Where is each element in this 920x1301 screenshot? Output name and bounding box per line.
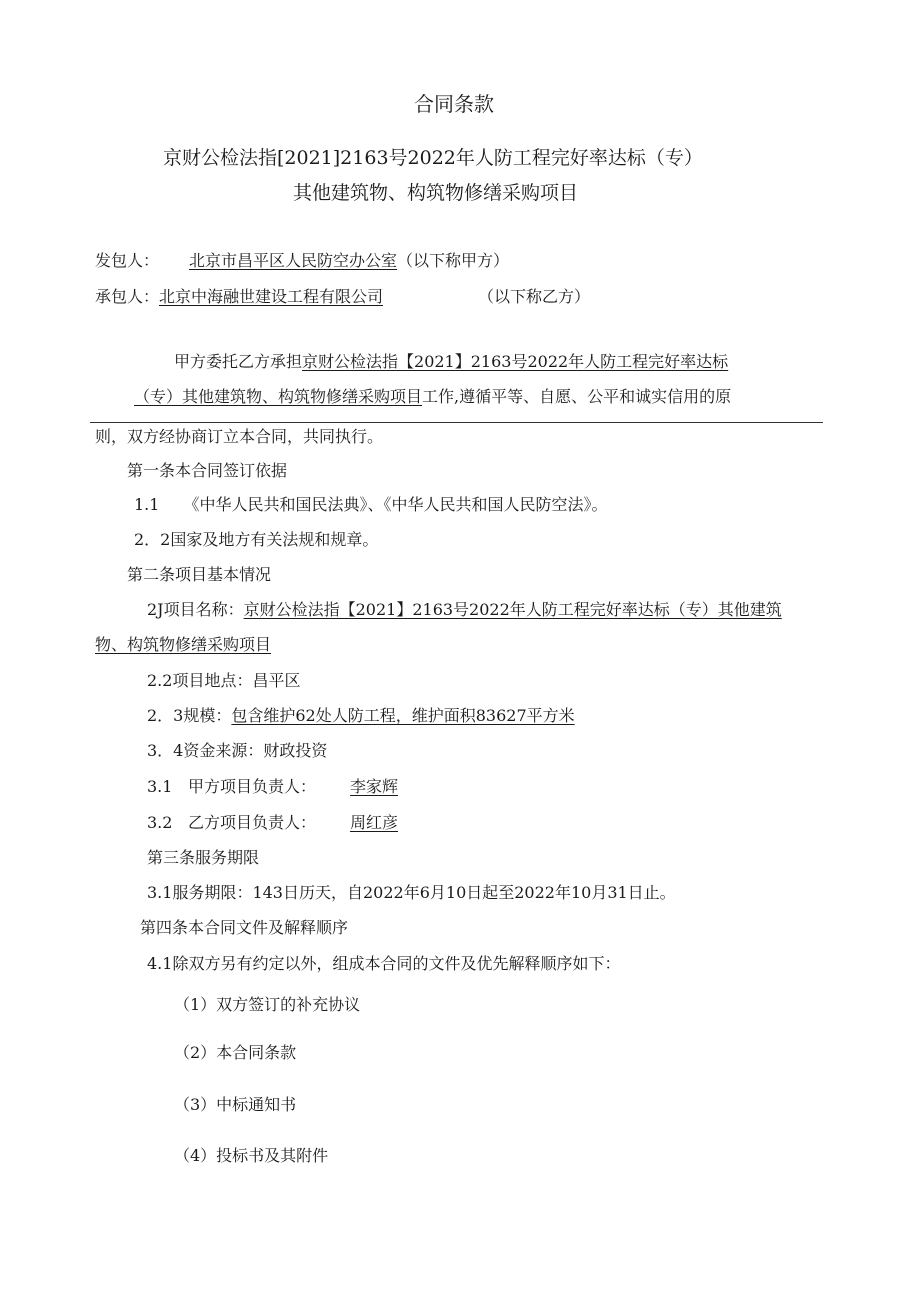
list-item: （4）投标书及其附件: [174, 1146, 329, 1165]
intro-project-name-cont: （专）其他建筑物、构筑物修缮采购项目: [134, 387, 423, 406]
intro-pre: 甲方委托乙方承担: [174, 352, 303, 371]
contractor-label: 承包人：: [95, 287, 160, 306]
article2-item1-cont: [95, 635, 271, 655]
party-b-manager-name: 周红彦: [350, 813, 399, 832]
intro-project-name: 京财公检法指【2021】2163号2022年人防工程完好率达标: [302, 352, 729, 371]
party-b-manager-label: 乙方项目负责人：: [188, 813, 317, 832]
scale-value: 包含维护62处人防工程，维护面积83627平方米: [231, 706, 575, 725]
article2-item2: 2.2项目地点：昌平区: [147, 671, 301, 690]
scale-label: 2．3规模：: [147, 706, 232, 725]
party-a-manager-name: 李家辉: [350, 777, 399, 796]
article4-title: 第四条本合同文件及解释顺序: [140, 918, 349, 937]
project-name-label: 2J项目名称：: [147, 600, 244, 619]
employer-label: 发包人：: [95, 251, 160, 270]
list-item: （3）中标通知书: [174, 1095, 297, 1114]
project-heading-line2: 其他建筑物、构筑物修缮采购项目: [293, 182, 579, 204]
list-item: （1）双方签订的补充协议: [174, 995, 361, 1014]
employer-name: 北京市昌平区人民防空办公室: [189, 251, 398, 270]
intro-principle: 工作,遵循平等、自愿、公平和诚实信用的原: [422, 387, 732, 406]
employer-suffix: （以下称甲方）: [397, 251, 510, 270]
article1-title: 第一条本合同签订依据: [127, 461, 288, 480]
article2-item1: [147, 600, 782, 620]
contractor-line: [95, 287, 383, 307]
project-name-value-cont: 物、构筑物修缮采购项目: [95, 635, 272, 654]
project-heading-line1: 京财公检法指[2021]2163号2022年人防工程完好率达标（专）: [163, 147, 703, 169]
article3-item1: 3.1服务期限：143日历天，自2022年6月10日起至2022年10月31日止。: [147, 883, 676, 902]
article2-item3: [147, 706, 575, 726]
contractor-name: 北京中海融世建设工程有限公司: [159, 287, 384, 306]
article1-item1-no: 1.1: [134, 495, 160, 514]
article1-item1: [134, 495, 607, 515]
article2-title: 第二条项目基本情况: [127, 565, 272, 584]
party-a-manager-label: 甲方项目负责人：: [188, 777, 317, 796]
project-name-value: 京财公检法指【2021】2163号2022年人防工程完好率达标（专）其他建筑: [243, 600, 782, 619]
doc-title: 合同条款: [414, 92, 494, 116]
contractor-suffix: （以下称乙方）: [478, 287, 591, 306]
article1-item1-text: 《中华人民共和国民法典》、《中华人民共和国人民防空法》。: [183, 495, 608, 514]
intro-line1: [174, 352, 728, 372]
employer-line: [95, 251, 509, 271]
article1-item2: 2．2国家及地方有关法规和规章。: [134, 530, 379, 549]
party-a-manager-no: 3.1: [147, 777, 173, 796]
intro-line3: 则，双方经协商订立本合同，共同执行。: [95, 427, 384, 446]
party-b-manager-no: 3.2: [147, 813, 173, 832]
article3-title: 第三条服务期限: [147, 848, 260, 867]
intro-line2: [134, 387, 731, 407]
article2-item4: 3．4资金来源：财政投资: [147, 741, 328, 760]
divider-line: [90, 422, 823, 423]
article4-item1: 4.1除双方另有约定以外，组成本合同的文件及优先解释顺序如下：: [147, 954, 621, 973]
list-item: （2）本合同条款: [174, 1043, 297, 1062]
